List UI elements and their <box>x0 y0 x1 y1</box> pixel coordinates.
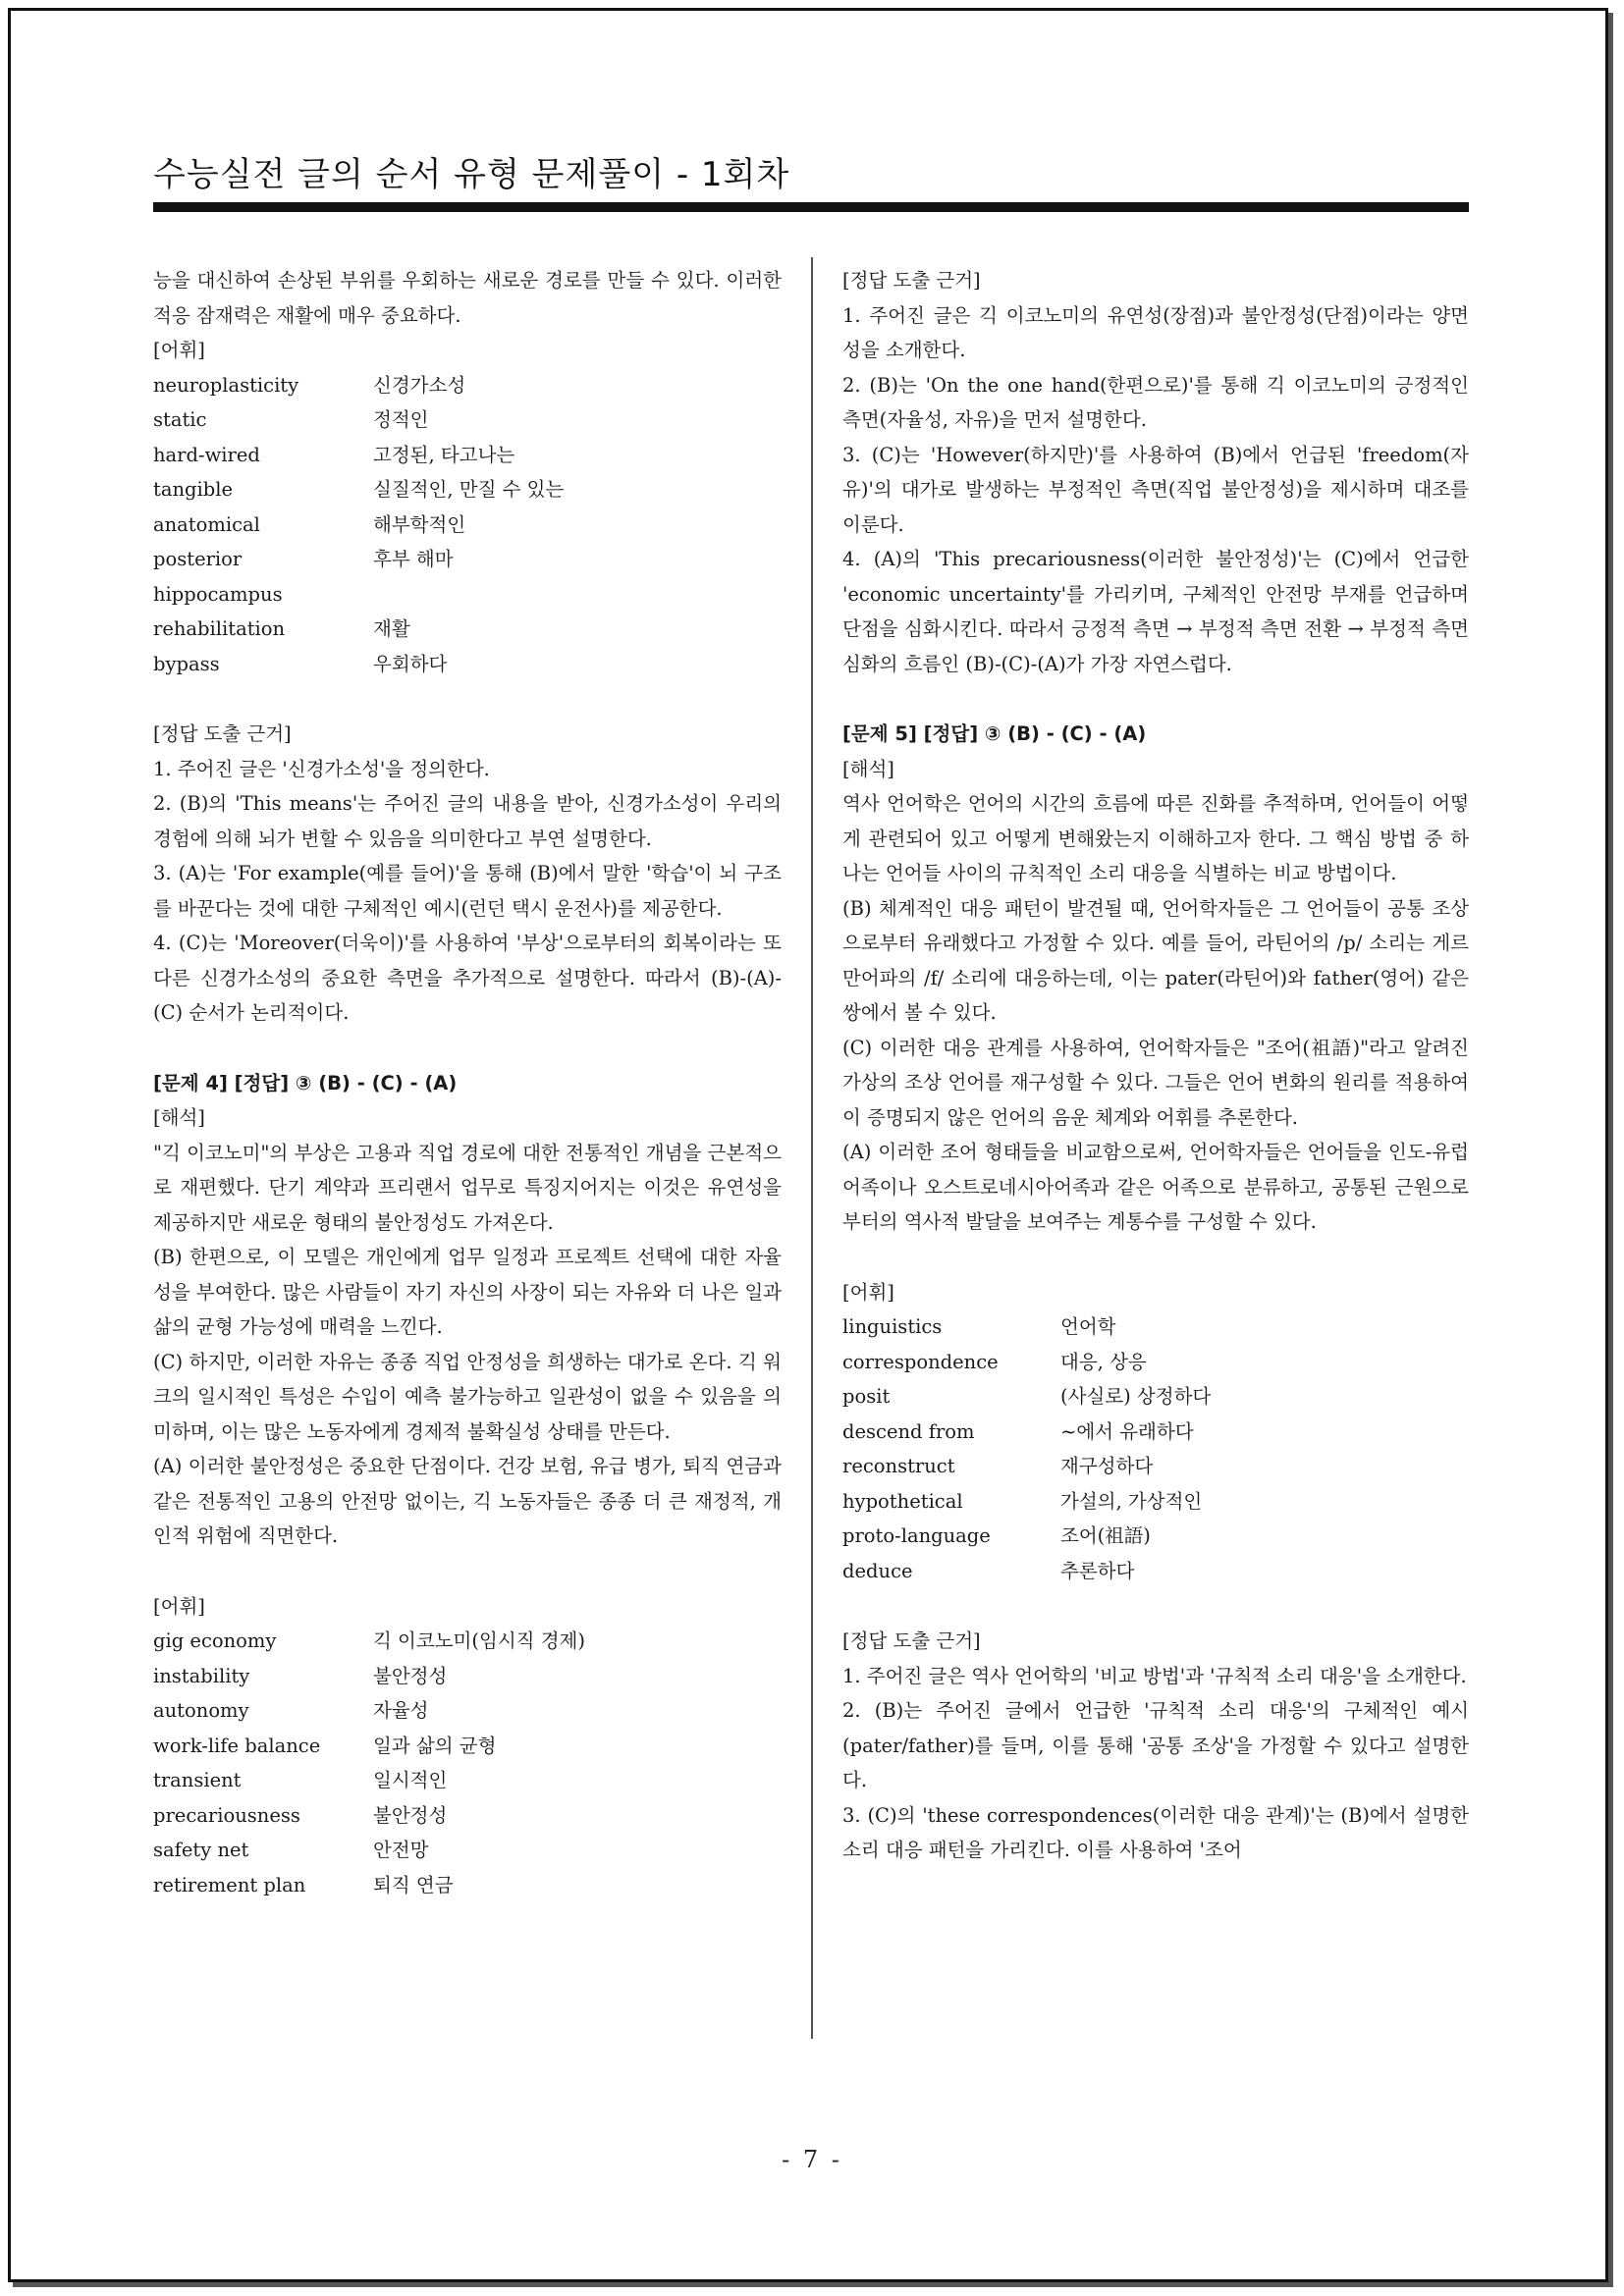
reason-heading: [정답 도출 근거] <box>842 269 981 292</box>
interpretation-heading: [해석] <box>842 757 894 780</box>
reason-item: 4. (C)는 'Moreover(더욱이)'를 사용하여 '부상'으로부터의 회복이라는 또 다른 신경가소성의 중요한 측면을 추가적으로 설명한다. 따라서 (B)-(A)-(C) 순서가 논리적이다. <box>153 932 782 1024</box>
vocab-def: 가설의, 가상적인 <box>1060 1489 1203 1513</box>
vocab-term: work-life balance <box>153 1734 321 1757</box>
vocab-def: 불안정성 <box>373 1664 448 1687</box>
interpretation-heading: [해석] <box>153 1106 205 1129</box>
vocab-term: hypothetical <box>842 1489 963 1513</box>
interpretation-paragraph: (B) 한편으로, 이 모델은 개인에게 업무 일정과 프로젝트 선택에 대한 자율성을 부여한다. 많은 사람들이 자기 자신의 사장이 되는 자유와 더 나은 일과 삶의 균형 가능성에 매력을 느낀다. <box>153 1246 782 1338</box>
vocab-def: (사실로) 상정하다 <box>1060 1385 1212 1408</box>
vocab-def: 대응, 상응 <box>1060 1350 1147 1373</box>
vocab-list <box>153 1624 782 1902</box>
reason-item: 1. 주어진 글은 '신경가소성'을 정의한다. <box>153 757 490 780</box>
page-title: 수능실전 글의 순서 유형 문제풀이 - 1회차 <box>153 155 790 194</box>
vocab-def: 일과 삶의 균형 <box>373 1734 497 1757</box>
page-number: - 7 - <box>782 2146 842 2173</box>
vocab-row <box>153 647 782 682</box>
spacer <box>842 1588 1469 1624</box>
vocab-def: 안전망 <box>373 1839 429 1861</box>
vocab-row <box>842 1449 1469 1484</box>
intro-text: 능을 대신하여 손상된 부위를 우회하는 새로운 경로를 만들 수 있다. 이러한 적응 잠재력은 재활에 매우 중요하다. <box>153 269 782 327</box>
interpretation-paragraph: (B) 체계적인 대응 패턴이 발견될 때, 언어학자들은 그 언어들이 공통 조상으로부터 유래했다고 가정할 수 있다. 예를 들어, 라틴어의 /p/ 소리는 게르만어파의 /f/ 소리에 대응하는데, 이는 pater(라틴어)와 father(영어) 같은 쌍에서 볼 수 있다. <box>842 896 1469 1024</box>
vocab-term: reconstruct <box>842 1455 955 1477</box>
reason-item: 3. (C)의 'these correspondences(이러한 대응 관계)'는 (B)에서 설명한 소리 대응 패턴을 가리킨다. 이를 사용하여 '조어 <box>842 1803 1469 1861</box>
right-column <box>842 263 1469 1868</box>
vocab-heading: [어휘] <box>153 1594 205 1618</box>
interpretation-paragraph: (C) 이러한 대응 관계를 사용하여, 언어학자들은 "조어(祖語)"라고 알려진 가상의 조상 언어를 재구성할 수 있다. 그들은 언어 변화의 원리를 적용하여 이 증명되지 않은 언어의 음운 체계와 어휘를 추론한다. <box>842 1036 1469 1129</box>
reason-heading: [정답 도출 근거] <box>153 722 292 745</box>
vocab-def: ~에서 유래하다 <box>1060 1419 1194 1443</box>
interpretation-paragraph: (C) 하지만, 이러한 자유는 종종 직업 안정성을 희생하는 대가로 온다. 긱 워크의 일시적인 특성은 수입이 예측 불가능하고 일관성이 없을 수 있음을 의미하며, 이는 많은 노동자에게 경제적 불확실성 상태를 만든다. <box>153 1350 782 1443</box>
column-divider <box>811 257 813 2039</box>
left-column <box>153 263 782 1902</box>
vocab-row <box>842 1309 1469 1345</box>
vocab-term: anatomical <box>153 512 260 536</box>
problem-5-heading: [문제 5] [정답] ③ (B) - (C) - (A) <box>842 722 1147 745</box>
vocab-row <box>153 507 782 543</box>
header-rule <box>153 202 1469 212</box>
vocab-term: bypass <box>153 652 220 675</box>
vocab-term: proto-language <box>842 1524 991 1547</box>
vocab-def: 재구성하다 <box>1060 1455 1154 1477</box>
vocab-row <box>153 472 782 507</box>
vocab-row <box>153 1833 782 1868</box>
vocab-term: retirement plan <box>153 1873 306 1896</box>
vocab-def: 정적인 <box>373 408 429 431</box>
vocab-row <box>153 1659 782 1694</box>
reason-item: 1. 주어진 글은 긱 이코노미의 유연성(장점)과 불안정성(단점)이라는 양면성을 소개한다. <box>842 303 1469 361</box>
vocab-row <box>842 1554 1469 1589</box>
vocab-row <box>153 1798 782 1834</box>
vocab-def: 긱 이코노미(임시직 경제) <box>373 1629 585 1652</box>
vocab-def: 재활 <box>373 617 410 640</box>
vocab-def: 추론하다 <box>1060 1559 1135 1582</box>
vocab-term: posit <box>842 1385 891 1408</box>
vocab-row <box>153 1624 782 1659</box>
reason-item: 2. (B)는 'On the one hand(한편으로)'를 통해 긱 이코노미의 긍정적인 측면(자율성, 자유)을 먼저 설명한다. <box>842 373 1469 431</box>
interpretation-paragraph: (A) 이러한 조어 형태들을 비교함으로써, 언어학자들은 언어들을 인도-유럽어족이나 오스트로네시아어족과 같은 어족으로 분류하고, 공통된 근원으로부터의 역사적 발달을 보여주는 계통수를 구성할 수 있다. <box>842 1141 1469 1233</box>
vocab-row <box>153 1868 782 1903</box>
vocab-def: 퇴직 연금 <box>373 1873 454 1896</box>
vocab-row <box>153 542 782 612</box>
spacer <box>153 1554 782 1589</box>
vocab-def: 조어(祖語) <box>1060 1524 1151 1547</box>
reason-heading: [정답 도출 근거] <box>842 1629 981 1652</box>
vocab-term: static <box>153 408 207 431</box>
vocab-term: posterior hippocampus <box>153 548 283 606</box>
vocab-row <box>153 368 782 403</box>
vocab-row <box>153 438 782 473</box>
vocab-term: hard-wired <box>153 443 260 466</box>
vocab-row <box>842 1379 1469 1415</box>
vocab-row <box>842 1484 1469 1520</box>
vocab-def: 실질적인, 만질 수 있는 <box>373 478 565 501</box>
vocab-def: 자율성 <box>373 1699 429 1722</box>
vocab-heading: [어휘] <box>153 339 205 361</box>
spacer <box>842 1240 1469 1275</box>
vocab-row <box>153 402 782 438</box>
spacer <box>842 681 1469 717</box>
vocab-term: instability <box>153 1664 250 1687</box>
vocab-row <box>153 1729 782 1764</box>
vocab-list <box>153 368 782 682</box>
vocab-term: neuroplasticity <box>153 373 299 397</box>
vocab-row <box>842 1415 1469 1450</box>
interpretation-paragraph: (A) 이러한 불안정성은 중요한 단점이다. 건강 보험, 유급 병가, 퇴직 연금과 같은 전통적인 고용의 안전망 없이는, 긱 노동자들은 종종 더 큰 재정적, 개인적 위험에 직면한다. <box>153 1455 782 1547</box>
reason-item: 4. (A)의 'This precariousness(이러한 불안정성)'는 (C)에서 언급한 'economic uncertainty'를 가리키며, 구체적인 안전망 부재를 언급하며 단점을 심화시킨다. 따라서 긍정적 측면 → 부정적 측면 전환 → 부정적 측면 심화의 흐름인 (B)-(C)-(A)가 가장 자연스럽다. <box>842 548 1469 675</box>
vocab-row <box>842 1345 1469 1380</box>
vocab-row <box>842 1519 1469 1554</box>
vocab-term: precariousness <box>153 1803 300 1827</box>
vocab-def: 우회하다 <box>373 652 448 675</box>
vocab-term: linguistics <box>842 1315 943 1338</box>
vocab-row <box>153 612 782 647</box>
interpretation-paragraph: 역사 언어학은 언어의 시간의 흐름에 따른 진화를 추적하며, 언어들이 어떻게 관련되어 있고 어떻게 변해왔는지 이해하고자 한다. 그 핵심 방법 중 하나는 언어들 사이의 규칙적인 소리 대응을 식별하는 비교 방법이다. <box>842 792 1469 884</box>
reason-item: 2. (B)는 주어진 글에서 언급한 '규칙적 소리 대응'의 구체적인 예시(pater/father)를 들며, 이를 통해 '공통 조상'을 가정할 수 있다고 설명한다. <box>842 1699 1469 1791</box>
problem-4-heading: [문제 4] [정답] ③ (B) - (C) - (A) <box>153 1071 458 1095</box>
vocab-row <box>153 1763 782 1798</box>
reason-item: 3. (C)는 'However(하지만)'를 사용하여 (B)에서 언급된 'freedom(자유)'의 대가로 발생하는 부정적인 측면(직업 불안정성)을 제시하며 대조를 이룬다. <box>842 443 1469 536</box>
vocab-def: 언어학 <box>1060 1315 1116 1338</box>
vocab-term: tangible <box>153 478 233 501</box>
vocab-row <box>153 1693 782 1729</box>
vocab-term: rehabilitation <box>153 617 286 640</box>
interpretation-paragraph: "긱 이코노미"의 부상은 고용과 직업 경로에 대한 전통적인 개념을 근본적으로 재편했다. 단기 계약과 프리랜서 업무로 특징지어지는 이것은 유연성을 제공하지만 새로운 형태의 불안정성도 가져온다. <box>153 1141 782 1234</box>
vocab-def: 신경가소성 <box>373 373 466 397</box>
vocab-term: safety net <box>153 1839 249 1861</box>
vocab-term: deduce <box>842 1559 913 1582</box>
vocab-def: 불안정성 <box>373 1803 448 1827</box>
reason-item: 3. (A)는 'For example(예를 들어)'을 통해 (B)에서 말한 '학습'이 뇌 구조를 바꾼다는 것에 대한 구체적인 예시(런던 택시 운전사)를 제공한다. <box>153 862 782 920</box>
vocab-def: 일시적인 <box>373 1769 448 1791</box>
vocab-def: 해부학적인 <box>373 512 466 536</box>
vocab-term: transient <box>153 1769 242 1791</box>
vocab-list <box>842 1309 1469 1588</box>
vocab-term: descend from <box>842 1419 975 1443</box>
vocab-term: correspondence <box>842 1350 999 1373</box>
reason-item: 1. 주어진 글은 역사 언어학의 '비교 방법'과 '규칙적 소리 대응'을 소개한다. <box>842 1664 1467 1687</box>
vocab-def: 후부 해마 <box>373 548 454 570</box>
spacer <box>153 1031 782 1066</box>
reason-item: 2. (B)의 'This means'는 주어진 글의 내용을 받아, 신경가소성이 우리의 경험에 의해 뇌가 변할 수 있음을 의미한다고 부연 설명한다. <box>153 792 782 850</box>
vocab-heading: [어휘] <box>842 1280 894 1304</box>
vocab-def: 고정된, 타고나는 <box>373 443 515 466</box>
spacer <box>153 681 782 717</box>
vocab-term: autonomy <box>153 1699 249 1722</box>
vocab-term: gig economy <box>153 1629 277 1652</box>
